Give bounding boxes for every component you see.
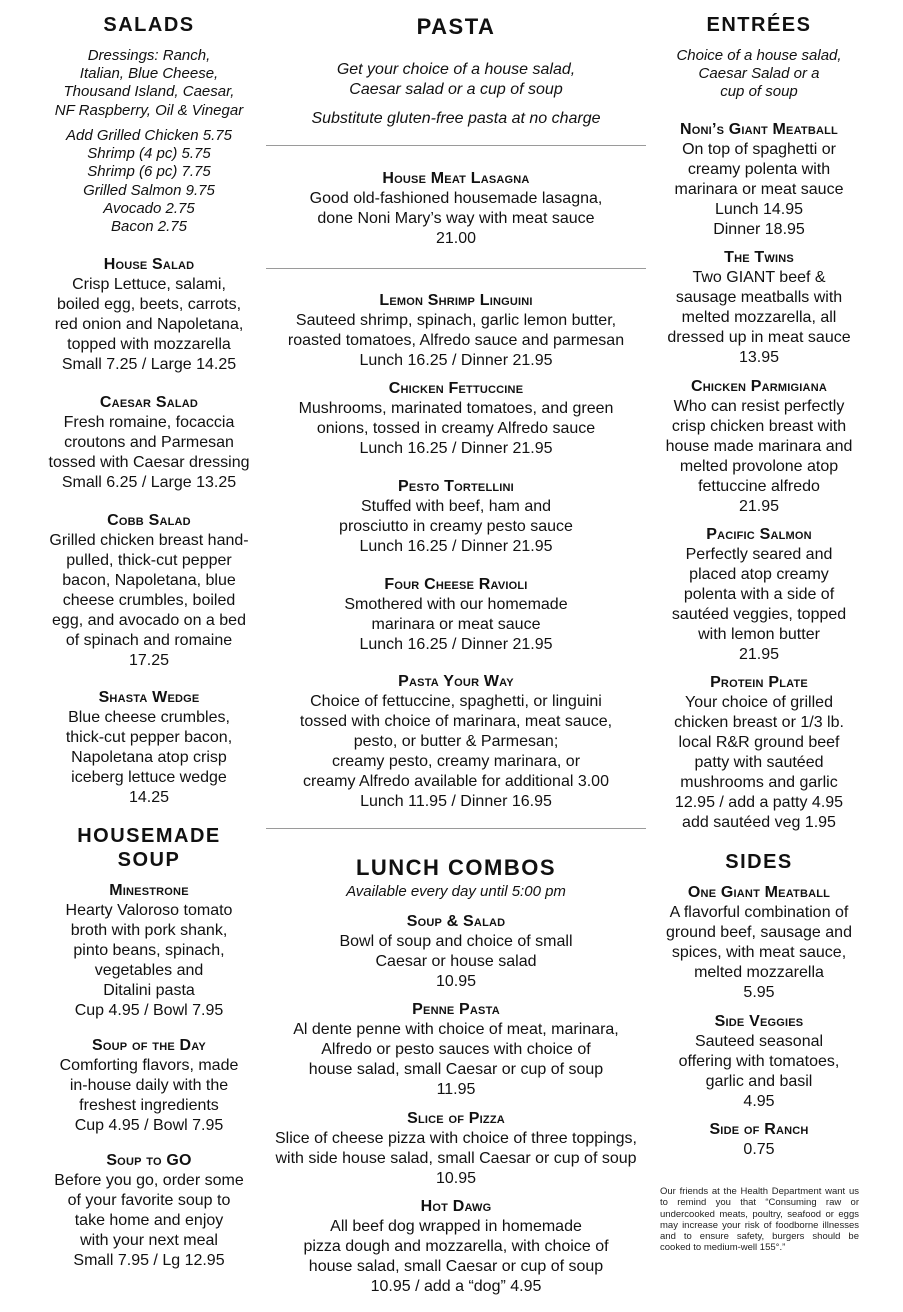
intro-line: cup of soup — [720, 83, 798, 101]
item-description — [657, 268, 861, 368]
menu-item — [266, 477, 646, 557]
item-name: Minestrone — [109, 882, 189, 899]
lunch-combos-title: LUNCH COMBOS — [355, 855, 557, 880]
item-name: Caesar Salad — [99, 394, 199, 411]
desc-line: Fresh romaine, focaccia — [63, 414, 235, 431]
gluten-free-note: Substitute gluten-free pasta at no charge — [311, 110, 601, 127]
item-description — [38, 413, 260, 493]
menu-item — [266, 575, 646, 655]
item-description — [38, 708, 260, 808]
health-department-note: Our friends at the Health Department want us to remind you that “Consuming raw or undercooked meats, poultry, seafood or eggs may increase your risk of foodborne illnesses and to ensure safety, burgers should be cooked to medium-well 155°.” — [660, 1186, 859, 1254]
menu-item — [266, 379, 646, 459]
item-name: Pasta Your Way — [398, 673, 514, 690]
menu-item — [266, 912, 646, 992]
desc-line: Caesar or house salad — [375, 953, 537, 970]
menu-item — [38, 511, 260, 671]
desc-line: Perfectly seared and — [685, 546, 833, 563]
dressing-line: Italian, Blue Cheese, — [79, 65, 219, 83]
item-name: Lemon Shrimp Linguini — [379, 292, 533, 309]
addon-line: Bacon 2.75 — [111, 218, 187, 236]
desc-line: Choice of fettuccine, spaghetti, or linguini — [310, 693, 602, 710]
desc-line: Lunch 16.25 / Dinner 21.95 — [359, 440, 553, 457]
desc-line: Crisp Lettuce, salami, — [72, 276, 226, 293]
dressing-line: NF Raspberry, Oil & Vinegar — [54, 101, 244, 119]
item-description — [38, 275, 260, 375]
desc-line: 10.95 / add a “dog” 4.95 — [370, 1278, 542, 1295]
item-name: Noni’s Giant Meatball — [680, 121, 838, 138]
item-name: Pesto Tortellini — [398, 478, 514, 495]
dressing-line: Dressings: Ranch, — [87, 47, 211, 64]
item-description — [266, 692, 646, 812]
desc-line: Small 6.25 / Large 13.25 — [61, 474, 237, 491]
divider — [266, 145, 646, 146]
desc-line: melted mozzarella, all — [681, 309, 837, 326]
desc-line: prosciutto in creamy pesto sauce — [339, 518, 573, 535]
item-description — [266, 1020, 646, 1100]
item-name: Soup & Salad — [406, 913, 506, 930]
menu-item — [657, 525, 861, 665]
addon-line: Shrimp (6 pc) 7.75 — [87, 163, 211, 181]
desc-line: of spinach and romaine — [65, 632, 233, 649]
item-description — [657, 1032, 861, 1112]
desc-line: local R&R ground beef — [678, 734, 840, 751]
item-name: Hot Dawg — [420, 1198, 492, 1215]
divider — [266, 828, 646, 829]
desc-line: polenta with a side of — [683, 586, 835, 603]
desc-line: thick-cut pepper bacon, — [65, 729, 233, 746]
desc-line: with lemon butter — [698, 626, 820, 643]
desc-line: Lunch 16.25 / Dinner 21.95 — [359, 636, 553, 653]
desc-line: pizza dough and mozzarella, with choice of — [303, 1238, 609, 1255]
pasta-intro — [266, 60, 646, 100]
item-name: Soup to GO — [106, 1152, 192, 1169]
desc-line: 21.95 — [738, 646, 780, 663]
desc-line: Stuffed with beef, ham and — [360, 498, 552, 515]
desc-line: Grilled chicken breast hand- — [49, 532, 249, 549]
desc-line: of your favorite soup to — [67, 1192, 231, 1209]
soup-title — [38, 824, 260, 872]
desc-line: house salad, small Caesar or cup of soup — [308, 1258, 604, 1275]
item-name: Cobb Salad — [107, 512, 191, 529]
desc-line: 0.75 — [743, 1141, 775, 1158]
menu-item — [266, 1109, 646, 1189]
menu-item — [266, 1000, 646, 1100]
desc-line: creamy pesto, creamy marinara, or — [331, 753, 581, 770]
entrees-title: ENTRÉES — [706, 14, 812, 36]
item-description — [38, 1056, 260, 1136]
item-description — [266, 311, 646, 371]
menu-item — [266, 291, 646, 371]
desc-line: Napoletana atop crisp — [71, 749, 227, 766]
desc-line: sautéed veggies, topped — [671, 606, 847, 623]
menu-item — [657, 673, 861, 833]
addon-line: Add Grilled Chicken 5.75 — [66, 127, 232, 144]
desc-line: sausage meatballs with — [675, 289, 843, 306]
desc-line: cheese crumbles, boiled — [62, 592, 236, 609]
desc-line: Sauteed shrimp, spinach, garlic lemon butter, — [295, 312, 617, 329]
desc-line: Small 7.25 / Large 14.25 — [61, 356, 237, 373]
soup-title-line: SOUP — [117, 849, 181, 871]
item-description — [266, 1129, 646, 1189]
item-name: Side of Ranch — [709, 1121, 809, 1138]
desc-line: Lunch 14.95 — [714, 201, 804, 218]
item-description — [266, 189, 646, 249]
item-name: One Giant Meatball — [687, 884, 831, 901]
desc-line: Slice of cheese pizza with choice of three toppings, — [275, 1130, 637, 1147]
desc-line: 11.95 — [436, 1081, 476, 1098]
desc-line: patty with sautéed — [694, 754, 824, 771]
desc-line: Comforting flavors, made — [59, 1057, 239, 1074]
desc-line: On top of spaghetti or — [682, 141, 836, 158]
desc-line: 10.95 — [435, 973, 477, 990]
desc-line: Cup 4.95 / Bowl 7.95 — [74, 1002, 224, 1019]
desc-line: done Noni Mary’s way with meat sauce — [317, 210, 595, 227]
desc-line: with side house salad, small Caesar or cup of soup — [275, 1150, 637, 1167]
menu-item — [38, 881, 260, 1021]
menu-item — [38, 1151, 260, 1271]
item-description — [266, 1217, 646, 1297]
menu-item — [266, 169, 646, 249]
desc-line: house made marinara and — [665, 438, 853, 455]
item-name: Chicken Parmigiana — [691, 378, 827, 395]
desc-line: Mushrooms, marinated tomatoes, and green — [298, 400, 614, 417]
desc-line: dressed up in meat sauce — [667, 329, 851, 346]
desc-line: Sauteed seasonal — [694, 1033, 824, 1050]
item-name: Protein Plate — [710, 674, 808, 691]
desc-line: Who can resist perfectly — [673, 398, 845, 415]
item-description — [657, 1140, 861, 1160]
desc-line: melted mozzarella — [694, 964, 824, 981]
desc-line: mushrooms and garlic — [680, 774, 838, 791]
intro-line: Caesar Salad or a — [698, 65, 820, 83]
dressing-line: Thousand Island, Caesar, — [63, 83, 235, 101]
menu-item — [38, 393, 260, 493]
desc-line: creamy Alfredo available for additional 3.00 — [303, 773, 609, 790]
addon-line: Avocado 2.75 — [103, 199, 195, 217]
desc-line: offering with tomatoes, — [678, 1053, 840, 1070]
desc-line: crisp chicken breast with — [671, 418, 847, 435]
salads-title: SALADS — [103, 14, 195, 36]
desc-line: Hearty Valoroso tomato — [65, 902, 233, 919]
desc-line: topped with mozzarella — [67, 336, 231, 353]
desc-line: pinto beans, spinach, — [73, 942, 225, 959]
item-description — [657, 693, 861, 833]
item-description — [657, 140, 861, 240]
desc-line: spices, with meat sauce, — [671, 944, 847, 961]
lunch-combos-subtitle: Available every day until 5:00 pm — [346, 883, 566, 900]
desc-line: chicken breast or 1/3 lb. — [674, 714, 844, 731]
addon-line: Shrimp (4 pc) 5.75 — [87, 145, 211, 163]
item-description — [657, 397, 861, 517]
item-name: Four Cheese Ravioli — [384, 576, 528, 593]
desc-line: 12.95 / add a patty 4.95 — [674, 794, 844, 811]
desc-line: melted provolone atop — [679, 458, 839, 475]
item-name: Soup of the Day — [92, 1037, 206, 1054]
desc-line: marinara or meat sauce — [674, 181, 844, 198]
menu-item — [266, 672, 646, 812]
desc-line: Lunch 16.25 / Dinner 21.95 — [359, 538, 553, 555]
desc-line: pulled, thick-cut pepper — [66, 552, 232, 569]
item-description — [38, 531, 260, 671]
desc-line: iceberg lettuce wedge — [71, 769, 227, 786]
desc-line: placed atop creamy — [689, 566, 829, 583]
desc-line: Good old-fashioned housemade lasagna, — [309, 190, 603, 207]
desc-line: Cup 4.95 / Bowl 7.95 — [74, 1117, 224, 1134]
menu-item — [657, 883, 861, 1003]
desc-line: Your choice of grilled — [685, 694, 833, 711]
item-description — [657, 545, 861, 665]
item-description — [266, 932, 646, 992]
item-description — [266, 497, 646, 557]
menu-item — [657, 1012, 861, 1112]
menu-item — [38, 688, 260, 808]
desc-line: 4.95 — [743, 1093, 775, 1110]
item-name: Shasta Wedge — [98, 689, 200, 706]
item-description — [38, 901, 260, 1021]
item-description — [266, 595, 646, 655]
menu-item — [657, 120, 861, 240]
desc-line: bacon, Napoletana, blue — [62, 572, 236, 589]
menu-item — [38, 255, 260, 375]
desc-line: tossed with Caesar dressing — [48, 454, 250, 471]
sides-title: SIDES — [725, 851, 793, 873]
item-name: Slice of Pizza — [407, 1110, 505, 1127]
desc-line: 21.95 — [738, 498, 780, 515]
desc-line: Dinner 18.95 — [713, 221, 805, 238]
menu-item — [38, 1036, 260, 1136]
desc-line: 17.25 — [128, 652, 170, 669]
desc-line: marinara or meat sauce — [371, 616, 541, 633]
item-name: Side Veggies — [714, 1013, 804, 1030]
desc-line: tossed with choice of marinara, meat sauce, — [299, 713, 613, 730]
desc-line: red onion and Napoletana, — [54, 316, 244, 333]
desc-line: 14.25 — [128, 789, 170, 806]
menu-item — [266, 1197, 646, 1297]
divider — [266, 268, 646, 269]
desc-line: Small 7.95 / Lg 12.95 — [73, 1252, 225, 1269]
menu-item — [657, 1120, 861, 1160]
desc-line: vegetables and — [94, 962, 204, 979]
desc-line: with your next meal — [80, 1232, 218, 1249]
desc-line: creamy polenta with — [687, 161, 831, 178]
addons-list — [38, 127, 260, 236]
desc-line: All beef dog wrapped in homemade — [330, 1218, 582, 1235]
desc-line: freshest ingredients — [79, 1097, 219, 1114]
desc-line: garlic and basil — [705, 1073, 813, 1090]
desc-line: in-house daily with the — [69, 1077, 229, 1094]
desc-line: Smothered with our homemade — [344, 596, 568, 613]
desc-line: roasted tomatoes, Alfredo sauce and parmesan — [287, 332, 625, 349]
desc-line: take home and enjoy — [74, 1212, 224, 1229]
desc-line: A flavorful combination of — [669, 904, 849, 921]
desc-line: Lunch 11.95 / Dinner 16.95 — [360, 793, 552, 810]
desc-line: croutons and Parmesan — [64, 434, 234, 451]
entrees-intro — [657, 47, 861, 102]
desc-line: Lunch 16.25 / Dinner 21.95 — [359, 352, 553, 369]
desc-line: onions, tossed in creamy Alfredo sauce — [316, 420, 596, 437]
pasta-title: PASTA — [416, 14, 496, 39]
intro-line: Choice of a house salad, — [676, 47, 842, 64]
dressings-list — [38, 47, 260, 120]
item-name: The Twins — [724, 249, 794, 266]
desc-line: 10.95 — [435, 1170, 477, 1187]
item-name: Chicken Fettuccine — [388, 380, 524, 397]
intro-line: Caesar salad or a cup of soup — [349, 81, 563, 98]
desc-line: 21.00 — [435, 230, 477, 247]
desc-line: ground beef, sausage and — [666, 924, 852, 941]
desc-line: house salad, small Caesar or cup of soup — [308, 1061, 604, 1078]
item-name: House Meat Lasagna — [382, 170, 530, 187]
item-description — [657, 903, 861, 1003]
desc-line: add sautéed veg 1.95 — [682, 814, 836, 831]
desc-line: fettuccine alfredo — [698, 478, 820, 495]
soup-title-line: HOUSEMADE — [77, 825, 221, 847]
item-name: House Salad — [103, 256, 195, 273]
desc-line: Two GIANT beef & — [692, 269, 826, 286]
desc-line: 13.95 — [738, 349, 780, 366]
menu-item — [657, 377, 861, 517]
desc-line: Blue cheese crumbles, — [68, 709, 230, 726]
desc-line: Before you go, order some — [54, 1172, 244, 1189]
addon-line: Grilled Salmon 9.75 — [83, 181, 215, 199]
item-name: Penne Pasta — [412, 1001, 500, 1018]
intro-line: Get your choice of a house salad, — [336, 61, 576, 78]
desc-line: pesto, or butter & Parmesan; — [353, 733, 559, 750]
desc-line: Bowl of soup and choice of small — [339, 933, 573, 950]
desc-line: egg, and avocado on a bed — [52, 612, 246, 629]
item-name: Pacific Salmon — [706, 526, 812, 543]
item-description — [266, 399, 646, 459]
desc-line: broth with pork shank, — [70, 922, 228, 939]
desc-line: Alfredo or pesto sauces with choice of — [321, 1041, 591, 1058]
menu-item — [657, 248, 861, 368]
item-description — [38, 1171, 260, 1271]
desc-line: 5.95 — [743, 984, 775, 1001]
desc-line: Al dente penne with choice of meat, marinara, — [293, 1021, 619, 1038]
desc-line: Ditalini pasta — [103, 982, 195, 999]
desc-line: boiled egg, beets, carrots, — [56, 296, 242, 313]
